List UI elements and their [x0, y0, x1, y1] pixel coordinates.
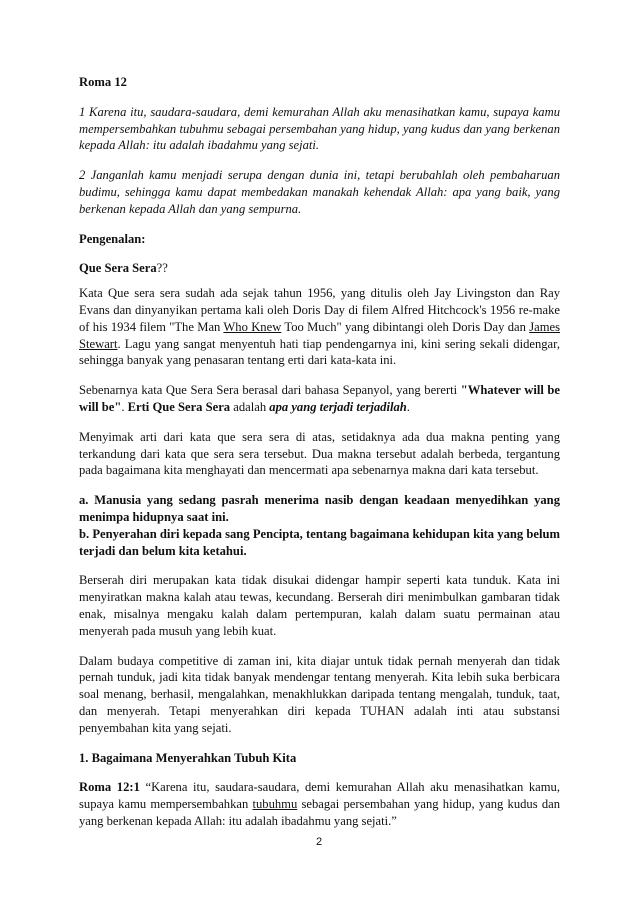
point-b: b. Penyerahan diri kepada sang Pencipta, tentang bagaimana kehidupan kita yang belum terjadi dan belum kita ketahui. [79, 526, 560, 558]
paragraph-competitive: Dalam budaya competitive di zaman ini, kita diajar untuk tidak pernah menyerah dan tidak pernah tunduk, jadi kita tidak banyak mendengar tentang menyerah. Kita lebih suka berbicara soal menang, berhasil, mengalahkan, menakhlukkan daripada tentang mengalah, tunduk, taat, dan menyerah. Tetapi menyerahkan diri kepada TUHAN adalah inti atau substansi penyembahan kita yang sejati. [79, 653, 560, 735]
link-who-knew[interactable]: Who Knew [223, 319, 282, 334]
page-number: 2 [315, 836, 323, 848]
que-sera-heading: Que Sera Sera?? [79, 261, 168, 276]
paragraph-surrender: Berserah diri merupakan kata tidak disukai didengar hampir seperti kata tunduk. Kata ini menyiratkan makna kalah atau tewas, kecundang. Berserah diri menimbulkan gambaran tidak enak, misalnya mengaku kalah dalam pertempuran, kalah dalam suatu permainan atau menyerah pada musuh yang lebih kuat. [79, 573, 560, 638]
document-page [79, 74, 560, 830]
link-james-stewart[interactable]: James Stewart [79, 319, 560, 351]
paragraph-meaning: Sebenarnya kata Que Sera Sera berasal dari bahasa Sepanyol, yang bererti "Whatever will be will be". Erti Que Sera Sera adalah apa yang terjadi terjadilah. [79, 383, 561, 414]
section-1-heading: 1. Bagaimana Menyerahkan Tubuh Kita [79, 750, 297, 765]
passage-heading: Roma 12 [79, 75, 127, 89]
point-a: a. Manusia yang sedang pasrah menerima nasib dengan keadaan menyedihkan yang menimpa hidupnya saat ini. [79, 493, 560, 524]
verse-1: 1 Karena itu, saudara-saudara, demi kemurahan Allah aku menasihatkan kamu, supaya kamu mempersembahkan tubuhmu sebagai persembahan yang hidup, yang kudus dan yang berkenan kepada Allah: itu adalah ibadahmu yang sejati. [79, 104, 560, 153]
roma-12-1-quote: Roma 12:1 “Karena itu, saudara-saudara, demi kemurahan Allah aku menasihatkan kamu, supaya kamu mempersembahkan tubuhmu sebagai persembahan yang hidup, yang kudus dan yang berkenan kepada Allah: itu adalah ibadahmu yang sejati.” [79, 780, 561, 828]
intro-heading: Pengenalan: [79, 231, 146, 246]
paragraph-two-meanings: Menyimak arti dari kata que sera sera di atas, setidaknya ada dua makna penting yang terkandung dari kata que sera sera tersebut. Dua makna tersebut adalah berbeda, tergantung pada bagaimana kita menghayati dan mencermati apa sebenarnya makna dari kata tersebut. [79, 429, 560, 478]
verse-2: 2 Janganlah kamu menjadi serupa dengan dunia ini, tetapi berubahlah oleh pembaharuan budimu, sehingga kamu dapat membedakan manakah kehendak Allah: apa yang baik, yang berkenan kepada Allah dan yang sempurna. [79, 168, 560, 216]
paragraph-origin: Kata Que sera sera sudah ada sejak tahun 1956, yang ditulis oleh Jay Livingston dan Ray Evans dan dinyanyikan pertama kali oleh Doris Day di filem Alfred Hitchcock's 1956 re-make of his 1934 filem "The Man Who Knew Too Much" yang dibintangi oleh Doris Day dan James Stewart. Lagu yang sangat menyentuh hati tiap pendengarnya ini, kini sering sekali didengar, sehingga banyak yang penasaran tentang erti dari kata-kata ini. [79, 286, 560, 368]
